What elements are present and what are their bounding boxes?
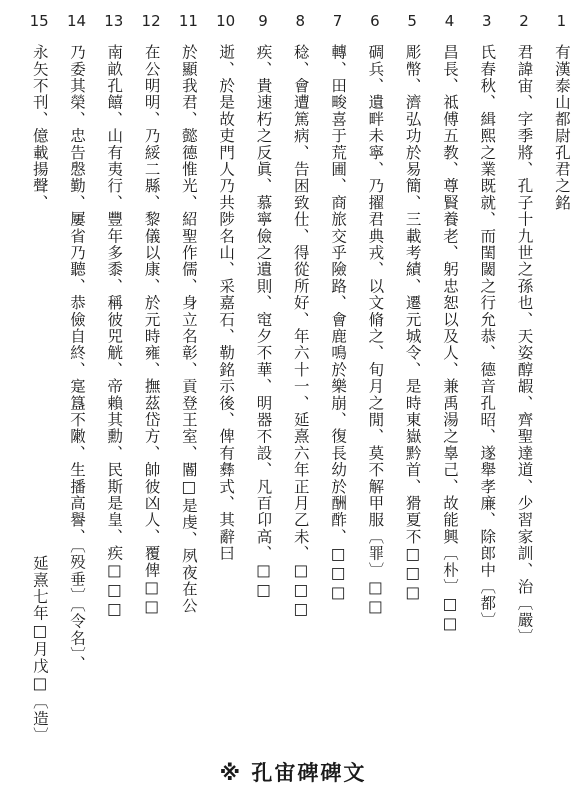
text-column bbox=[132, 44, 169, 744]
text-column bbox=[505, 44, 542, 744]
column-text: 碉兵、遺畔未寧、乃擢君典戎、以文脩之、旬月之閒、莫不解甲服〔罪〕□□ bbox=[366, 44, 385, 617]
inscription-text bbox=[10, 44, 580, 744]
column-number: 2 bbox=[519, 12, 529, 30]
column-text: 南畝孔饎、山有夷行、豐年多黍、稱彼兕觥、帝賴其勳、民斯是皇、疾□□□ bbox=[105, 44, 124, 620]
column-text: 乃委其榮、忠告慇勤、屢省乃聽、恭儉自終、寔簋不敶、生播高譽、〔殁垂〕〔令名〕、 bbox=[67, 44, 86, 673]
text-column bbox=[543, 44, 580, 744]
column-number: 12 bbox=[141, 12, 161, 30]
column-number: 13 bbox=[104, 12, 124, 30]
text-column bbox=[21, 44, 58, 744]
column-text: 疾、貴速朽之反眞、慕寧儉之遺則、窀夕不華、明器不設、凡百卬高、□□ bbox=[254, 44, 273, 601]
text-column bbox=[95, 44, 132, 744]
text-column bbox=[207, 44, 244, 744]
column-number: 4 bbox=[444, 12, 455, 30]
column-text: 君諱宙、字季將、孔子十九世之孫也、天姿醇嘏、齊聖達道、少習家訓、治〔嚴〕 bbox=[515, 44, 534, 646]
column-text: 稔、會遭篤病、告困致仕、得從所好、年六十一、延熹六年正月乙未、□□□ bbox=[291, 44, 310, 620]
text-column bbox=[244, 44, 281, 744]
column-number: 6 bbox=[370, 12, 380, 30]
column-number-row bbox=[10, 12, 580, 34]
column-number: 5 bbox=[407, 12, 417, 30]
text-column bbox=[170, 44, 207, 744]
column-text: 永矢不刊、億載揚聲、 bbox=[30, 44, 49, 211]
column-number: 15 bbox=[29, 12, 49, 30]
column-number: 3 bbox=[481, 12, 492, 30]
column-number: 14 bbox=[66, 12, 87, 30]
column-text: 轉、田畯喜于荒圃、商旅交乎險路、會鹿鳴於樂崩、復長幼於酬酢、□□□ bbox=[329, 44, 348, 603]
column-text: 彫幣、濟弘功於易簡、三載考績、遷元城令、是時東嶽黔首、猾夏不□□□ bbox=[403, 44, 422, 603]
column-text: 昌長、祗傅五教、尊賢養老、躬忠恕以及人、兼禹湯之辠己、故能興〔朴〕□□ bbox=[440, 44, 459, 634]
column-number: 1 bbox=[556, 12, 567, 30]
text-column bbox=[431, 44, 468, 744]
figure-caption: ※ 孔宙碑碑文 bbox=[219, 761, 367, 785]
text-column bbox=[319, 44, 356, 744]
column-number: 10 bbox=[216, 12, 236, 30]
column-text: 於顯我君、懿德惟光、紹聖作儒、身立名彰、貢登王室、閽□是虔、夙夜在公 bbox=[179, 44, 198, 615]
column-text: 有漢泰山都尉孔君之銘 bbox=[552, 44, 571, 211]
column-text: 逝、於是故吏門人乃共陟名山、采嘉石、勒銘示後、俾有彝式、其辭曰 bbox=[217, 44, 236, 562]
column-number: 7 bbox=[332, 12, 343, 30]
column-number: 8 bbox=[295, 12, 306, 30]
column-number: 9 bbox=[258, 12, 268, 30]
column-text: 氏春秋、緝熙之業既就、而閨閾之行允恭、德音孔昭、遂舉孝廉、除郎中〔都〕 bbox=[478, 44, 497, 629]
text-column bbox=[282, 44, 319, 744]
text-column bbox=[356, 44, 393, 744]
text-column bbox=[468, 44, 505, 744]
text-column bbox=[58, 44, 95, 744]
text-column bbox=[394, 44, 431, 744]
column-text: 在公明明、乃綏二縣、黎儀以康、於元時雍、撫茲岱方、帥彼凶人、覆俾□□ bbox=[142, 44, 161, 617]
column-number: 11 bbox=[178, 12, 198, 30]
date-line: 延熹七年□月戊□〔造〕 bbox=[30, 555, 49, 744]
